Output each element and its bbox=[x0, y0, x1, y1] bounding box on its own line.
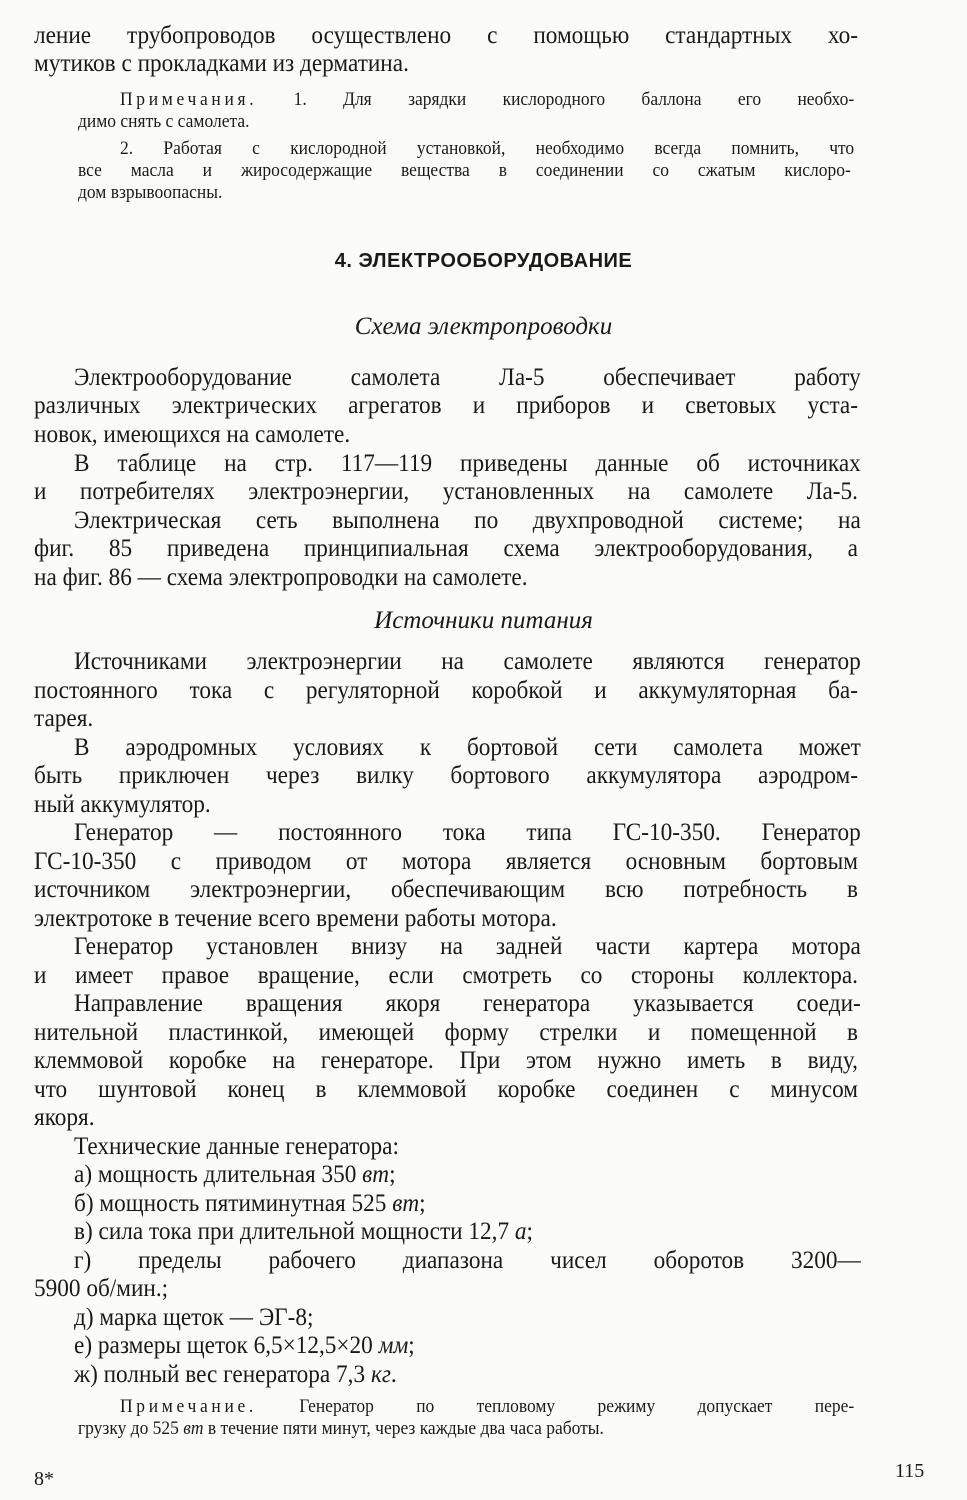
power-line: тарея. bbox=[34, 705, 94, 732]
wiring-line: фиг. 85 приведена принципиальная схема электрооборудования, а bbox=[34, 535, 858, 562]
spec-text: ж) полный вес генератора 7,3 bbox=[74, 1361, 366, 1388]
note-1-line-2: димо снять с самолета. bbox=[78, 111, 250, 132]
spec-text: в) сила тока при длительной мощности 12,7 bbox=[74, 1218, 510, 1245]
power-line: что шунтовой конец в клеммовой коробке соединен с минусом bbox=[34, 1076, 858, 1103]
power-line: Направление вращения якоря генератора указывается соеди- bbox=[74, 990, 861, 1017]
spec-unit: мм bbox=[378, 1332, 409, 1359]
final-note-unit: вт bbox=[183, 1418, 204, 1439]
intro-line-2: мутиков с прокладками из дерматина. bbox=[34, 50, 409, 77]
section-title: 4. ЭЛЕКТРООБОРУДОВАНИЕ bbox=[334, 250, 633, 272]
wiring-line: В таблице на стр. 117—119 приведены данные об источниках bbox=[74, 450, 861, 477]
spec-item bbox=[74, 1161, 861, 1189]
power-line: и имеет правое вращение, если смотреть со стороны коллектора. bbox=[34, 962, 858, 989]
note-2-line-1: 2. Работая с кислородной установкой, необходимо всегда помнить, что bbox=[120, 138, 855, 159]
wiring-line: и потребителях электроэнергии, установленных на самолете Ла-5. bbox=[34, 478, 858, 505]
spec-text: а) мощность длительная 350 bbox=[74, 1161, 357, 1188]
wiring-line: на фиг. 86 — схема электропроводки на самолете. bbox=[34, 564, 528, 591]
spec-end: ; bbox=[526, 1218, 534, 1245]
spec-item: д) марка щеток — ЭГ-8; bbox=[74, 1304, 314, 1331]
signature-mark: 8* bbox=[34, 1468, 54, 1490]
wiring-line: Электрическая сеть выполнена по двухпроводной системе; на bbox=[74, 507, 861, 534]
power-line: клеммовой коробке на генераторе. При этом нужно иметь в виду, bbox=[34, 1047, 858, 1074]
final-note-line-1 bbox=[120, 1396, 854, 1418]
power-line: ГС-10-350 с приводом от мотора является основным бортовым bbox=[34, 848, 858, 875]
note-1-text: 1. Для зарядки кислородного баллона его необхо- bbox=[293, 89, 855, 110]
spec-end: ; bbox=[419, 1190, 426, 1217]
spec-unit: кг bbox=[370, 1361, 391, 1388]
spec-text: б) мощность пятиминутная 525 bbox=[74, 1190, 387, 1217]
power-line: якоря. bbox=[34, 1104, 95, 1131]
intro-line-1: ление трубопроводов осуществлено с помощью стандартных хо- bbox=[34, 22, 858, 49]
spec-text: е) размеры щеток 6,5×12,5×20 bbox=[74, 1332, 373, 1359]
note-2-line-3: дом взрывоопасны. bbox=[78, 182, 223, 203]
spec-unit: вт bbox=[392, 1190, 420, 1217]
page-number: 115 bbox=[895, 1460, 925, 1482]
power-line: ный аккумулятор. bbox=[34, 791, 211, 818]
power-line: Генератор установлен внизу на задней части картера мотора bbox=[74, 933, 861, 960]
spec-item bbox=[74, 1190, 861, 1218]
spec-item bbox=[74, 1332, 861, 1360]
wiring-subtitle: Схема электропроводки bbox=[354, 313, 613, 340]
final-note-pre: грузку до 525 bbox=[78, 1418, 179, 1439]
final-note-text: Генератор по тепловому режиму допускает пере- bbox=[299, 1396, 855, 1417]
spec-unit: вт bbox=[362, 1161, 390, 1188]
spec-item: 5900 об/мин.; bbox=[34, 1275, 169, 1302]
wiring-line: новок, имеющихся на самолете. bbox=[34, 421, 351, 448]
note-2-line-2: все масла и жиросодержащие вещества в соединении со сжатым кислоро- bbox=[78, 160, 851, 181]
spec-item bbox=[74, 1361, 861, 1389]
power-line: источником электроэнергии, обеспечивающим всю потребность в bbox=[34, 876, 858, 903]
power-line: Источниками электроэнергии на самолете являются генератор bbox=[74, 648, 861, 675]
power-line: постоянного тока с регуляторной коробкой и аккумуляторная ба- bbox=[34, 677, 858, 704]
specs-heading: Технические данные генератора: bbox=[74, 1133, 399, 1160]
note-1-line-1 bbox=[120, 89, 854, 111]
spec-item: г) пределы рабочего диапазона чисел оборотов 3200— bbox=[74, 1247, 861, 1274]
power-line: В аэродромных условиях к бортовой сети самолета может bbox=[74, 734, 861, 761]
power-line: нительной пластинкой, имеющей форму стрелки и помещенной в bbox=[34, 1019, 858, 1046]
wiring-line: Электрооборудование самолета Ла-5 обеспечивает работу bbox=[74, 364, 861, 391]
spec-item bbox=[74, 1218, 861, 1246]
final-note-line-2 bbox=[78, 1418, 851, 1440]
spec-end: . bbox=[390, 1361, 397, 1388]
power-line: Генератор — постоянного тока типа ГС-10-350. Генератор bbox=[74, 819, 861, 846]
power-line: электротоке в течение всего времени работы мотора. bbox=[34, 905, 557, 932]
notes-label: Примечания. bbox=[120, 89, 258, 110]
final-note-label: Примечание. bbox=[120, 1396, 257, 1417]
spec-end: ; bbox=[389, 1161, 396, 1188]
power-line: быть приключен через вилку бортового аккумулятора аэродром- bbox=[34, 762, 858, 789]
spec-unit: а bbox=[514, 1218, 527, 1245]
spec-end: ; bbox=[408, 1332, 415, 1359]
power-subtitle: Источники питания bbox=[374, 607, 593, 634]
wiring-line: различных электрических агрегатов и приборов и световых уста- bbox=[34, 392, 858, 419]
final-note-post: в течение пяти минут, через каждые два часа работы. bbox=[207, 1418, 604, 1439]
